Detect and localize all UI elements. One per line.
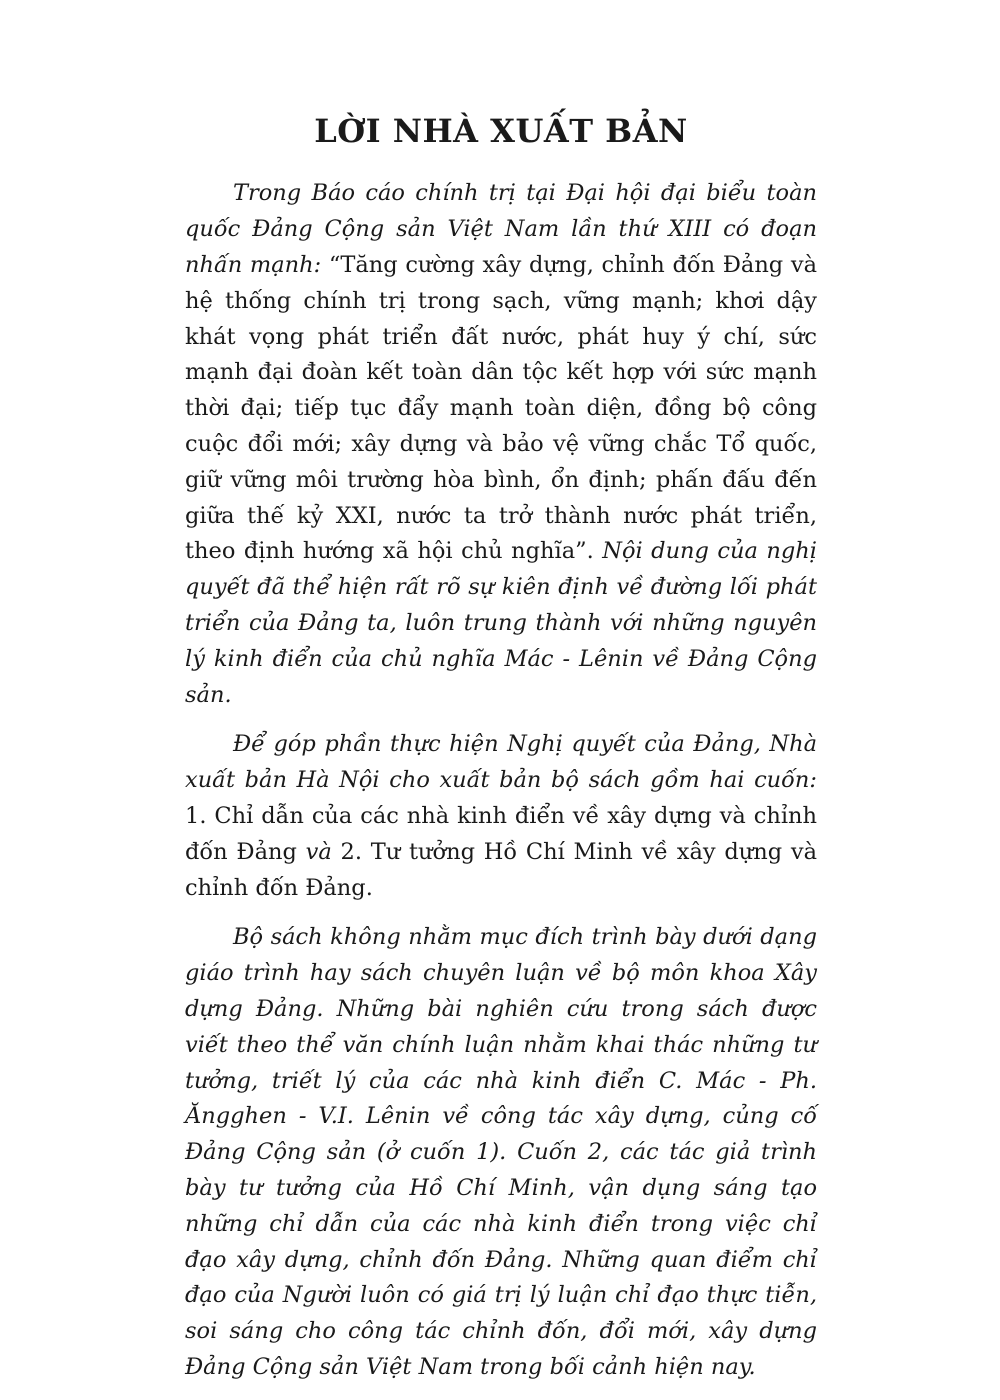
paragraph-2-run-2: 1. Chỉ dẫn của các nhà kinh điển về xây dựng và chỉnh đốn Đảng bbox=[185, 802, 817, 865]
paragraph-1-run-1: Trong Báo cáo chính trị tại Đại hội đại biểu toàn quốc Đảng Cộng sản Việt Nam lần thứ XIII có đoạn nhấn mạnh: bbox=[185, 180, 817, 278]
paragraph-2-run-4: 2. Tư tưởng Hồ Chí Minh về xây dựng và chỉnh đốn Đảng. bbox=[185, 838, 818, 901]
paragraph-1-run-2: “Tăng cường xây dựng, chỉnh đốn Đảng và hệ thống chính trị trong sạch, vững mạnh; khơi dậy khát vọng phát triển đất nước, phát huy ý chí, sức mạnh đại đoàn kết toàn dân tộc kết hợp với sức mạnh thời đại; tiếp tục đẩy mạnh toàn diện, đồng bộ công cuộc đổi mới; xây dựng và bảo vệ vững chắc Tổ quốc, giữ vững môi trường hòa bình, ổn định; phấn đấu đến giữa thế kỷ XXI, nước ta trở thành nước phát triển, theo định hướng xã hội chủ nghĩa”. bbox=[185, 251, 817, 565]
paragraph-3-run-1: Bộ sách không nhằm mục đích trình bày dưới dạng giáo trình hay sách chuyên luận về bộ môn khoa Xây dựng Đảng. Những bài nghiên cứu trong sách được viết theo thể văn chính luận nhằm khai thác những tư tưởng, triết lý của các nhà kinh điển C. Mác - Ph. Ăngghen - V.I. Lênin về công tác xây dựng, củng cố Đảng Cộng sản (ở cuốn 1). Cuốn 2, các tác giả trình bày tư tưởng của Hồ Chí Minh, vận dụng sáng tạo những chỉ dẫn của các nhà kinh điển trong việc chỉ đạo xây dựng, chỉnh đốn Đảng. Những quan điểm chỉ đạo của Người luôn có giá trị lý luận chỉ đạo thực tiễn, soi sáng cho công tác chỉnh đốn, đổi mới, xây dựng Đảng Cộng sản Việt Nam trong bối cảnh hiện nay. bbox=[185, 924, 817, 1380]
paragraph-2-run-1: Để góp phần thực hiện Nghị quyết của Đảng, Nhà xuất bản Hà Nội cho xuất bản bộ sách gồm hai cuốn: bbox=[185, 731, 817, 794]
page bbox=[185, 112, 817, 1400]
page-title: LỜI NHÀ XUẤT BẢN bbox=[314, 112, 688, 150]
paragraph-2 bbox=[185, 727, 817, 906]
paragraph-1-run-3: Nội dung của nghị quyết đã thể hiện rất rõ sự kiên định về đường lối phát triển của Đảng ta, luôn trung thành với những nguyên lý kinh điển của chủ nghĩa Mác - Lênin về Đảng Cộng sản. bbox=[185, 538, 817, 708]
paragraph-3 bbox=[185, 920, 817, 1385]
paragraph-2-run-3: và bbox=[305, 838, 332, 865]
paragraph-1 bbox=[185, 176, 817, 713]
